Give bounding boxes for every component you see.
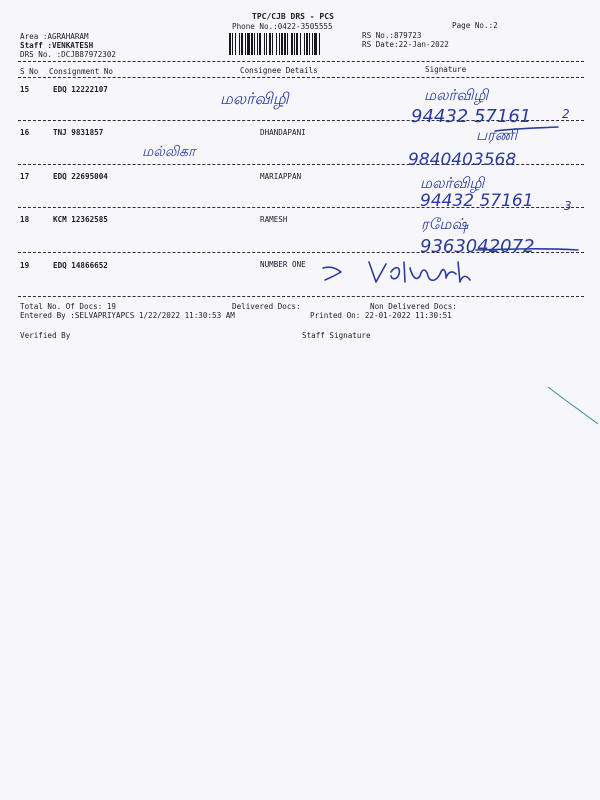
table-row-consignee: RAMESH: [260, 215, 288, 224]
row18-phone-underline: [476, 249, 578, 250]
area-field: Area :AGRAHARAM: [20, 32, 89, 41]
row19-signature-scribble: [369, 262, 470, 282]
row17-phone: 94432 57161: [420, 191, 534, 211]
row15-phone: 94432 57161: [411, 106, 532, 127]
total-docs: Total No. Of Docs: 19: [20, 302, 117, 311]
col-consignment-header: Consignment No: [49, 67, 114, 76]
drs-number: DRS No. :DCJB87972302: [20, 50, 117, 59]
phone-number: Phone No.:0422-3505555: [232, 22, 333, 31]
table-row-consignment: EDQ 12222107: [53, 85, 108, 94]
row17-mark: 3: [564, 199, 572, 213]
row16-handwritten-name: மல்லிகா: [142, 144, 196, 160]
stray-pen-mark: [548, 387, 598, 424]
non-delivered-docs: Non Delivered Docs:: [370, 302, 457, 311]
table-row-sno: 15: [20, 85, 30, 94]
delivered-docs: Delivered Docs:: [232, 302, 301, 311]
row16-signature-underline: [495, 127, 558, 131]
table-row-sno: 16: [20, 128, 30, 137]
table-row-sno: 19: [20, 261, 30, 270]
table-row-sno: 18: [20, 215, 30, 224]
row-divider: [18, 252, 584, 253]
row-divider: [18, 207, 584, 208]
table-row-consignment: EDQ 22695004: [53, 172, 108, 181]
row-divider: [18, 164, 584, 165]
staff-signature-label: Staff Signature: [302, 331, 371, 340]
row18-signature: ரமேஷ்: [421, 215, 469, 233]
col-sno-header: S No: [20, 67, 39, 76]
row-divider: [18, 120, 584, 121]
row16-signature: பரணி: [476, 126, 518, 144]
table-row-sno: 17: [20, 172, 30, 181]
table-row-consignment: EDQ 14866652: [53, 261, 108, 270]
row19-signature-stroke: [323, 267, 341, 280]
entered-by: Entered By :SELVAPRIYAPCS 1/22/2022 11:30:53 AM: [20, 311, 235, 320]
page-number: Page No.:2: [452, 21, 498, 30]
verified-by-label: Verified By: [20, 331, 71, 340]
col-consignee-header: Consignee Details: [240, 66, 318, 75]
barcode-bar: [320, 33, 321, 55]
table-row-consignment: TNJ 9831857: [53, 128, 104, 137]
row15-handwritten-name: மலர்விழி: [220, 89, 289, 108]
table-row-consignee: NUMBER ONE: [260, 260, 306, 269]
row17-signature: மலர்விழி: [420, 174, 485, 192]
staff-field: Staff :VENKATESH: [20, 41, 94, 50]
barcode: [229, 33, 356, 55]
table-header-divider: [18, 77, 584, 78]
table-footer-divider: [18, 296, 584, 297]
row15-signature: மலர்விழி: [424, 86, 489, 104]
row16-phone: 9840403568: [408, 150, 517, 170]
document-title: TPC/CJB DRS - PCS: [252, 12, 334, 21]
header-divider: [18, 61, 584, 62]
table-row-consignee: MARIAPPAN: [260, 172, 302, 181]
row15-mark: 2: [562, 107, 570, 121]
col-signature-header: Signature: [425, 65, 467, 74]
rs-date: RS Date:22-Jan-2022: [362, 40, 449, 49]
table-row-consignment: KCM 12362585: [53, 215, 108, 224]
printed-on: Printed On: 22-01-2022 11:30:51: [310, 311, 452, 320]
table-row-consignee: DHANDAPANI: [260, 128, 306, 137]
row18-phone: 9363042072: [420, 236, 535, 257]
rs-number: RS No.:879723: [362, 31, 422, 40]
